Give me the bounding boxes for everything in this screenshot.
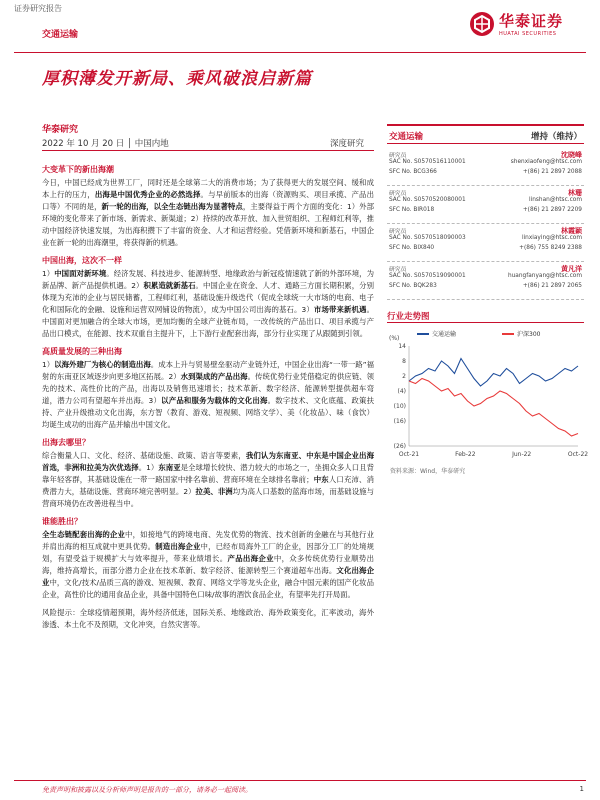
industry-label: 交通运输 <box>389 132 424 142</box>
analyst-email[interactable]: shenxiaofeng@htsc.com <box>510 159 582 165</box>
y-axis-unit: (%) <box>389 335 400 342</box>
report-body <box>42 158 374 631</box>
report-kind: 深度研究 <box>330 139 365 149</box>
analyst-card <box>387 263 584 300</box>
section-heading: 大变革下的新出海潮 <box>42 165 114 174</box>
analyst-email[interactable]: linshan@htsc.com <box>529 197 582 203</box>
industry-performance-chart <box>387 328 589 462</box>
analyst-sac: SAC No. S0570520080001 <box>389 197 466 203</box>
analyst-email[interactable]: huangfanyang@htsc.com <box>507 273 582 279</box>
y-tick-label: 8 <box>402 358 406 365</box>
chart-source: 资料来源：Wind，华泰研究 <box>390 468 466 475</box>
analyst-sac: SAC No. S0570518090003 <box>389 235 466 241</box>
analyst-role: 研究员 <box>389 153 407 159</box>
report-type-label: 证券研究报告 <box>14 4 62 13</box>
analyst-role: 研究员 <box>389 229 407 235</box>
analyst-phone: +(86) 21 2897 2088 <box>522 169 582 175</box>
perf-divider <box>387 322 584 323</box>
x-tick-label: Feb-22 <box>455 451 476 458</box>
paragraph: 今日，中国已经成为世界工厂，同时还是全球第二大的消费市场；为了获得更大的发展空间、缓和成本上行的压力，出海是中国优秀企业的必然选择。与早前版本的出海（资源购买、项目承揽、产品出口等）不同的是，新一轮的出海，以全生态链出海为显著特点，主要得益于两个方面的变化：1）外部环境的变化带来了新市场、新需求、新渠道；2）持续的改革开放、加入世贸组织、工程师红利等，推动中国经济快速发展，为出海积攒下了丰富的资金、人才和运营经验。凭借新环境和新基石，中国企业在新一轮的出海潮里，将获得新的机遇。 <box>42 178 374 247</box>
rating-label: 增持（维持） <box>530 132 582 142</box>
analyst-phone: +(86) 755 8249 2388 <box>519 245 582 251</box>
risk-warning: 风险提示：全球疫情超预期，海外经济低迷，国际关系、地缘政治、海外政策变化，汇率波动，海外渗透、本土化不及预期，文化冲突，自然灾害等。 <box>42 608 374 629</box>
x-tick-label: Oct-21 <box>398 451 420 458</box>
disclaimer: 免责声明和披露以及分析师声明是报告的一部分，请务必一起阅读。 <box>42 786 252 794</box>
analyst-phone: +(86) 21 2897 2065 <box>522 283 582 289</box>
analyst-phone: +(86) 21 2897 2209 <box>522 207 582 213</box>
footer-divider <box>14 780 586 781</box>
y-tick-label: (10) <box>393 403 406 410</box>
paragraph: 全生态链配套出海的企业中，如接地气的跨境电商、先发优势的物流、技术创新的金融在与其他行业并肩出海的相互成就中更具优势。制造出海企业中，已经布局海外工厂的企业，因部分工厂的处境规划，有望受益于规模扩大与效率提升，带来业绩增长。产品出海企业中，众多传统优势行业顺势出海，维持高增长，而部分潜力企业在技术革新、数字经济、能源转型三个赛道超车出海。文化出海企业中，文化/技术/品质三高的游戏、短视频、教育、网络文学等龙头企业，融合中国元素的国产化妆品企业，高性价比的通用食品企业，具备中国特色口味/故事的酒饮食品企业，有望率先打开局面。 <box>42 530 374 599</box>
analyst-sfc: SFC No. BQK283 <box>389 283 437 289</box>
section-heading: 出海去哪里？ <box>42 438 90 447</box>
analyst-name: 林珊 <box>568 189 582 197</box>
section-heading: 高质量发展的三种出海 <box>42 347 122 356</box>
analyst-sac: SAC No. S0570519090001 <box>389 273 466 279</box>
legend-label: 沪深300 <box>517 331 541 338</box>
paragraph: 1）以海外建厂为核心的制造出海。成本上升与贸易壁垒驱动产业链外迁，中国企业出海“一带一路”福射的东南亚区域逐步向更多地区拓展。2）水到渠成的产品出海。传统优势行业凭借稳定的供应链、领先的技术、高性价比的产品，出海以及销售迅速增长；技术革新、数字经济、能源转型提供超车弯道，潜力公司有望超车并出海。3）以产品和服务为载体的文化出海。数字技术、文化底蕴、政策扶持、产业升级推动文化出海，东方智（教育、游戏、短视频、网络文学）、美（化妆品）、味（食饮）均诞生成功的出海产品并输出中国文化。 <box>42 360 374 429</box>
page-number: 1 <box>579 785 584 793</box>
analyst-sfc: SFC No. BIX840 <box>389 245 435 251</box>
paragraph: 综合衡量人口、文化、经济、基础设施、政策、语言等要素，我们认为东南亚、中东是中国企业出海首选，非洲和拉美为次优选择。1）东南亚是全球增长较快、潜力较大的市场之一，坐拥众多人口且背靠年轻客群，其基础设施在一带一路国家中排名靠前、营商环境在全球排名靠前；中东人口充沛、消费潜力大，基础设施、营商环境完善明显。2）拉美、非洲均为高人口基数的蓝海市场，而基础设施与营商环境仍在改善进程当中。 <box>42 451 374 508</box>
section-tag: 交通运输 <box>42 30 79 40</box>
meta-divider <box>42 150 374 151</box>
analyst-sfc: SFC No. BCG366 <box>389 169 437 175</box>
analyst-role: 研究员 <box>389 191 407 197</box>
paragraph: 1）中国面对新环境。经济发展、科技进步、能源转型、地缘政治与新冠疫情速就了新的外部环境，为新品牌、新产品提供机遇。2）积累造就新基石。中国企业在资金、人才、通路三方面长期积累，分别体现为充沛的企业与居民储蓄，工程师红利，基础设施升级迭代（促成全球统一大市场的电商、电子化和国际化的金融、设施和运营双网铺设的物流），成为中国公司出海的基石。3）市场带来新机遇。中国面对更加融合的全球大市场，更加均衡的全球产业链布局，一改传统的产品出口、项目承揽与产品出口模式，在能源、技术双重自主提升下，上下游行业配套出海，部分行业实现了从跟随到引领。 <box>42 269 374 338</box>
y-tick-label: (16) <box>393 418 406 425</box>
analyst-role: 研究员 <box>389 267 407 273</box>
section-heading: 中国出海，这次不一样 <box>42 256 122 265</box>
analyst-card <box>387 149 584 186</box>
analyst-card <box>387 225 584 262</box>
logo-mark-icon <box>469 11 495 37</box>
x-tick-label: Jun-22 <box>512 451 532 458</box>
series-line <box>409 359 578 387</box>
y-tick-label: (4) <box>397 388 406 395</box>
x-tick-label: Oct-22 <box>567 451 589 458</box>
section-heading: 谁能胜出？ <box>42 517 82 526</box>
analyst-name: 林霞颖 <box>561 227 582 235</box>
analyst-email[interactable]: linxiaying@htsc.com <box>521 235 582 241</box>
y-tick-label: 14 <box>398 343 406 350</box>
y-tick-label: 2 <box>402 373 406 380</box>
analyst-name: 黄凡洋 <box>561 265 582 273</box>
analyst-sfc: SFC No. BIR018 <box>389 207 435 213</box>
series-line <box>409 379 578 437</box>
huatai-logo <box>469 9 584 45</box>
source-label: 华泰研究 <box>42 125 79 135</box>
analyst-sac: SAC No. S0570516110001 <box>389 159 466 165</box>
logo-subtext: HUATAI SECURITIES <box>499 31 557 37</box>
perf-chart-title: 行业走势图 <box>387 312 430 322</box>
report-date: 2022 年 10 月 20 日 │ 中国内地 <box>42 139 169 149</box>
analyst-card <box>387 187 584 224</box>
report-title: 厚积薄发开新局、乘风破浪启新篇 <box>42 69 312 89</box>
header-divider <box>14 52 586 53</box>
analyst-name: 沈晓峰 <box>561 151 582 159</box>
legend-label: 交通运输 <box>432 331 457 338</box>
y-tick-label: (26) <box>393 443 406 450</box>
rating-header <box>387 124 584 144</box>
logo-text: 华泰证券 <box>499 12 564 30</box>
